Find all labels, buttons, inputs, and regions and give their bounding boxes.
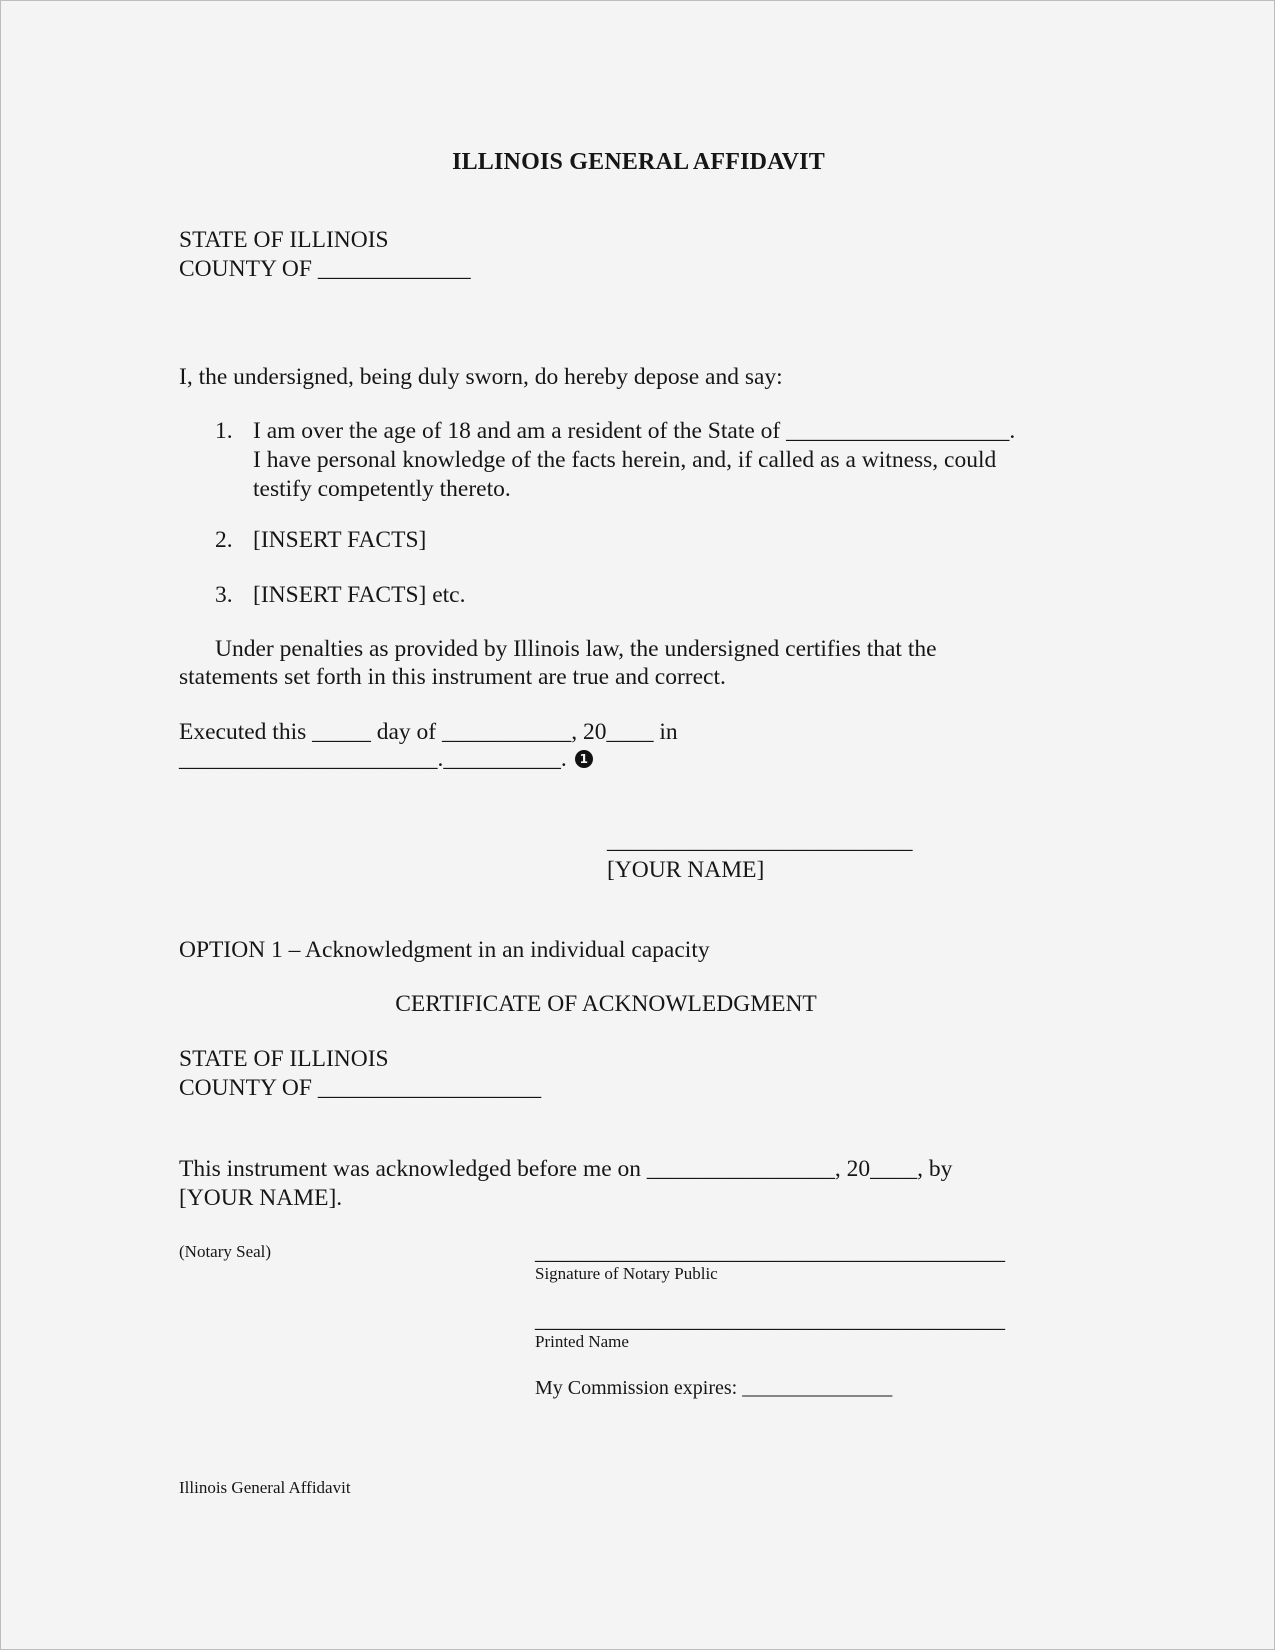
certification-line-1: Under penalties as provided by Illinois law, the undersigned certifies that the [215, 636, 937, 662]
venue-state: STATE OF ILLINOIS [179, 227, 389, 253]
intro-statement: I, the undersigned, being duly sworn, do hereby depose and say: [179, 364, 783, 390]
acknowledgment-line-1: This instrument was acknowledged before me on ________________, 20____, by [179, 1156, 953, 1182]
signer-name: [YOUR NAME] [607, 857, 765, 883]
notary-signature-label: Signature of Notary Public [535, 1264, 718, 1283]
venue-state: STATE OF ILLINOIS [179, 1046, 389, 1072]
item-line: I am over the age of 18 and am a resident of the State of ___________________. [253, 418, 1016, 444]
footnote-marker-icon: 1 [575, 750, 593, 768]
notary-seal-label: (Notary Seal) [179, 1242, 272, 1261]
venue-county: COUNTY OF ___________________ [179, 1075, 542, 1101]
document-title: ILLINOIS GENERAL AFFIDAVIT [452, 149, 825, 175]
venue-block [179, 226, 471, 284]
item-number: 2. [215, 527, 233, 553]
page-footer: Illinois General Affidavit [179, 1478, 351, 1497]
item-number: 3. [215, 582, 233, 608]
list-item [215, 526, 426, 555]
item-number: 1. [215, 418, 233, 444]
notary-printed-label: Printed Name [535, 1332, 629, 1351]
executed-line-2-row [179, 745, 593, 774]
list-item [215, 581, 465, 610]
list-item [215, 417, 1015, 504]
certificate-heading: CERTIFICATE OF ACKNOWLEDGMENT [395, 991, 817, 1017]
item-line: testify competently thereto. [253, 476, 511, 502]
signature-line: __________________________ [607, 828, 913, 854]
signature-block [607, 827, 913, 885]
certification-line-2: statements set forth in this instrument are true and correct. [179, 664, 726, 690]
item-line: I have personal knowledge of the facts herein, and, if called as a witness, could [253, 447, 997, 473]
option-heading: OPTION 1 – Acknowledgment in an individual capacity [179, 937, 710, 963]
notary-printed-line: ________________________________________ [535, 1307, 1005, 1333]
notary-signature-line: ________________________________________ [535, 1239, 1005, 1265]
venue-block-2 [179, 1045, 541, 1103]
venue-county: COUNTY OF _____________ [179, 256, 471, 282]
executed-line-2: ______________________.__________. [179, 746, 567, 772]
acknowledgment-line-2: [YOUR NAME]. [179, 1185, 343, 1211]
item-line: [INSERT FACTS] [253, 527, 427, 553]
executed-line-1: Executed this _____ day of ___________, 20____ in [179, 719, 678, 745]
item-line: [INSERT FACTS] etc. [253, 582, 466, 608]
commission-expires: My Commission expires: _______________ [535, 1377, 893, 1399]
acknowledgment-block [179, 1155, 952, 1213]
